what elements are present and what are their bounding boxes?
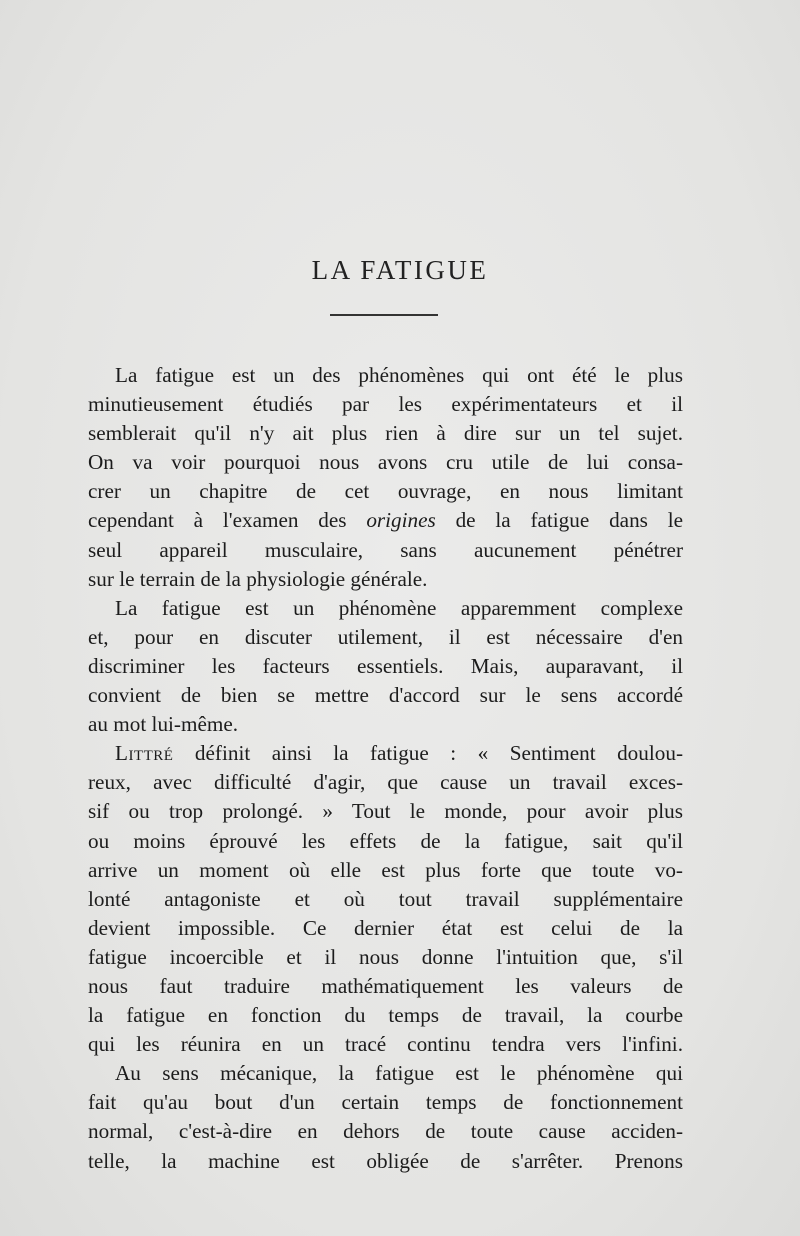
text-line: [88, 506, 683, 535]
text-fragment: cependant à l'examen des: [88, 508, 367, 533]
text-line: qui les réunira en un tracé continu tendra vers l'infini.: [88, 1032, 683, 1057]
text-line: La fatigue est un phénomène apparemment complexe: [115, 595, 683, 620]
text-line: crer un chapitre de cet ouvrage, en nous limitant: [88, 479, 683, 504]
text-line: devient impossible. Ce dernier état est celui de la: [88, 915, 683, 940]
chapter-title: LA FATIGUE: [311, 255, 489, 285]
text-line: sur le terrain de la physiologie générale.: [88, 566, 428, 591]
text-line: nous faut traduire mathématiquement les valeurs de: [88, 973, 683, 998]
text-line: ou moins éprouvé les effets de la fatigue, sait qu'il: [88, 828, 683, 853]
text-line: minutieusement étudiés par les expérimentateurs et il: [88, 392, 683, 417]
text-line: reux, avec difficulté d'agir, que cause un travail exces-: [88, 770, 683, 795]
text-fragment: de la fatigue dans le: [435, 508, 683, 533]
text-line: arrive un moment où elle est plus forte que toute vo-: [88, 857, 683, 882]
text-line: discriminer les facteurs essentiels. Mais, auparavant, il: [88, 653, 683, 678]
author-name: Littré: [115, 741, 174, 766]
text-line: normal, c'est-à-dire en dehors de toute cause acciden-: [88, 1119, 683, 1144]
text-line: telle, la machine est obligée de s'arrêter. Prenons: [88, 1148, 683, 1173]
text-line: La fatigue est un des phénomènes qui ont été le plus: [115, 363, 683, 387]
text-line: fait qu'au bout d'un certain temps de fonctionnement: [88, 1090, 683, 1115]
text-line: fatigue incoercible et il nous donne l'intuition que, s'il: [88, 944, 683, 969]
text-line: et, pour en discuter utilement, il est nécessaire d'en: [88, 624, 683, 649]
text-line: au mot lui-même.: [88, 712, 239, 737]
text-line: seul appareil musculaire, sans aucunement pénétrer: [88, 537, 683, 562]
text-fragment: définit ainsi la fatigue : « Sentiment doulou-: [173, 741, 683, 766]
text-line: On va voir pourquoi nous avons cru utile de lui consa-: [88, 450, 683, 475]
text-line: [88, 739, 683, 768]
text-line: semblerait qu'il n'y ait plus rien à dire sur un tel sujet.: [88, 421, 683, 446]
text-line: lonté antagoniste et où tout travail supplémentaire: [88, 886, 683, 911]
text-line: la fatigue en fonction du temps de travail, la courbe: [88, 1003, 683, 1028]
text-line: sif ou trop prolongé. » Tout le monde, pour avoir plus: [88, 799, 683, 824]
text-line: Au sens mécanique, la fatigue est le phénomène qui: [115, 1061, 683, 1086]
body-text: [88, 361, 683, 1176]
italic-word: origines: [366, 508, 436, 533]
text-line: convient de bien se mettre d'accord sur le sens accordé: [88, 683, 683, 708]
title-rule: [330, 314, 438, 316]
